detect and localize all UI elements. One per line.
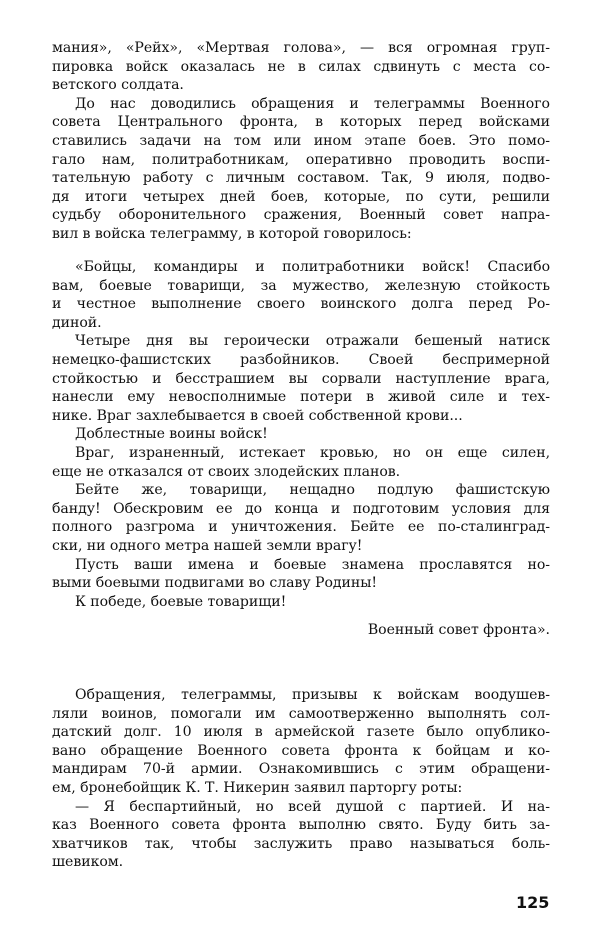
text-block-intro <box>52 39 550 244</box>
telegram-quote <box>52 258 550 640</box>
text-line: вано обращение Военного совета фронта к бойцам и ко- <box>52 742 550 759</box>
text-line: ставились задачи на том или ином этапе боев. Это помо- <box>52 132 550 149</box>
text-line: нанесли ему невосполнимые потери в живой силе и тех- <box>52 389 550 406</box>
text-line: судьбу оборонительного сражения, Военный совет напра- <box>52 207 550 224</box>
text-line: выми боевыми подвигами во славу Родины! <box>52 575 378 592</box>
text-line: Бейте же, товарищи, нещадно подлую фашистскую <box>75 482 550 499</box>
text-line: До нас доводились обращения и телеграммы Военного <box>75 95 550 112</box>
text-line: тательную работу с личным составом. Так, 9 июля, подво- <box>52 170 550 187</box>
text-line: банду! Обескровим ее до конца и подготовим условия для <box>52 500 550 517</box>
text-line: К победе, боевые товарищи! <box>75 593 287 610</box>
text-line: мания», «Рейх», «Мертвая голова», — вся огромная груп- <box>52 40 550 56</box>
text-line: каз Военного совета фронта выполню свято. Буду бить за- <box>52 817 550 834</box>
text-line: — Я беспартийный, но всей душой с партией. И на- <box>75 798 550 815</box>
text-line: совета Центрального фронта, в которых перед войсками <box>52 114 550 131</box>
text-line: еще не отказался от своих злодейских планов. <box>52 463 401 480</box>
text-line: пировка войск оказалась не в силах сдвинуть с места со- <box>52 58 550 75</box>
text-line: мандирам 70-й армии. Ознакомившись с этим обращени- <box>52 761 550 778</box>
text-line: вам, боевые товарищи, за мужество, железную стойкость <box>52 277 550 294</box>
text-line: и честное выполнение своего воинского долга перед Ро- <box>52 296 550 313</box>
page-number: 125 <box>516 893 550 912</box>
text-line: полного разгрома и уничтожения. Бейте ее по-сталинград- <box>52 519 550 536</box>
text-line: стойкостью и бесстрашием вы сорвали наступление врага, <box>52 370 550 387</box>
telegram-signature: Военный совет фронта». <box>367 622 550 639</box>
text-line: ски, ни одного метра нашей земли врагу! <box>52 537 363 554</box>
text-block-closing <box>52 686 550 872</box>
text-line: Враг, израненный, истекает кровью, но он еще силен, <box>75 444 550 461</box>
text-line: немецко-фашистских разбойников. Своей беспримерной <box>52 351 550 368</box>
text-line: датский долг. 10 июля в армейской газете было опублико- <box>52 724 550 741</box>
text-line: дя итоги четырех дней боев, которые, по сути, решили <box>52 188 550 205</box>
text-line: гало нам, политработникам, оперативно проводить воспи- <box>52 151 550 168</box>
text-line: шевиком. <box>52 854 124 871</box>
text-line: Доблестные воины войск! <box>75 426 268 443</box>
text-line: диной. <box>52 314 102 331</box>
text-line: «Бойцы, командиры и политработники войск! Спасибо <box>75 259 550 275</box>
text-line: Четыре дня вы героически отражали бешеный натиск <box>75 333 550 350</box>
text-line: ляли воинов, помогали им самоотверженно выполнять сол- <box>52 705 550 722</box>
text-line: нике. Враг захлебывается в своей собственной крови... <box>52 407 463 424</box>
text-line: хватчиков так, чтобы заслужить право называться боль- <box>52 835 550 852</box>
text-line: Обращения, телеграммы, призывы к войскам воодушев- <box>75 687 550 703</box>
text-line: вил в войска телеграмму, в которой говорилось: <box>52 225 412 242</box>
text-line: Пусть ваши имена и боевые знамена прославятся но- <box>75 556 550 573</box>
text-line: ем, бронебойщик К. Т. Никерин заявил парторгу роты: <box>52 779 463 796</box>
text-line: ветского солдата. <box>52 77 184 94</box>
